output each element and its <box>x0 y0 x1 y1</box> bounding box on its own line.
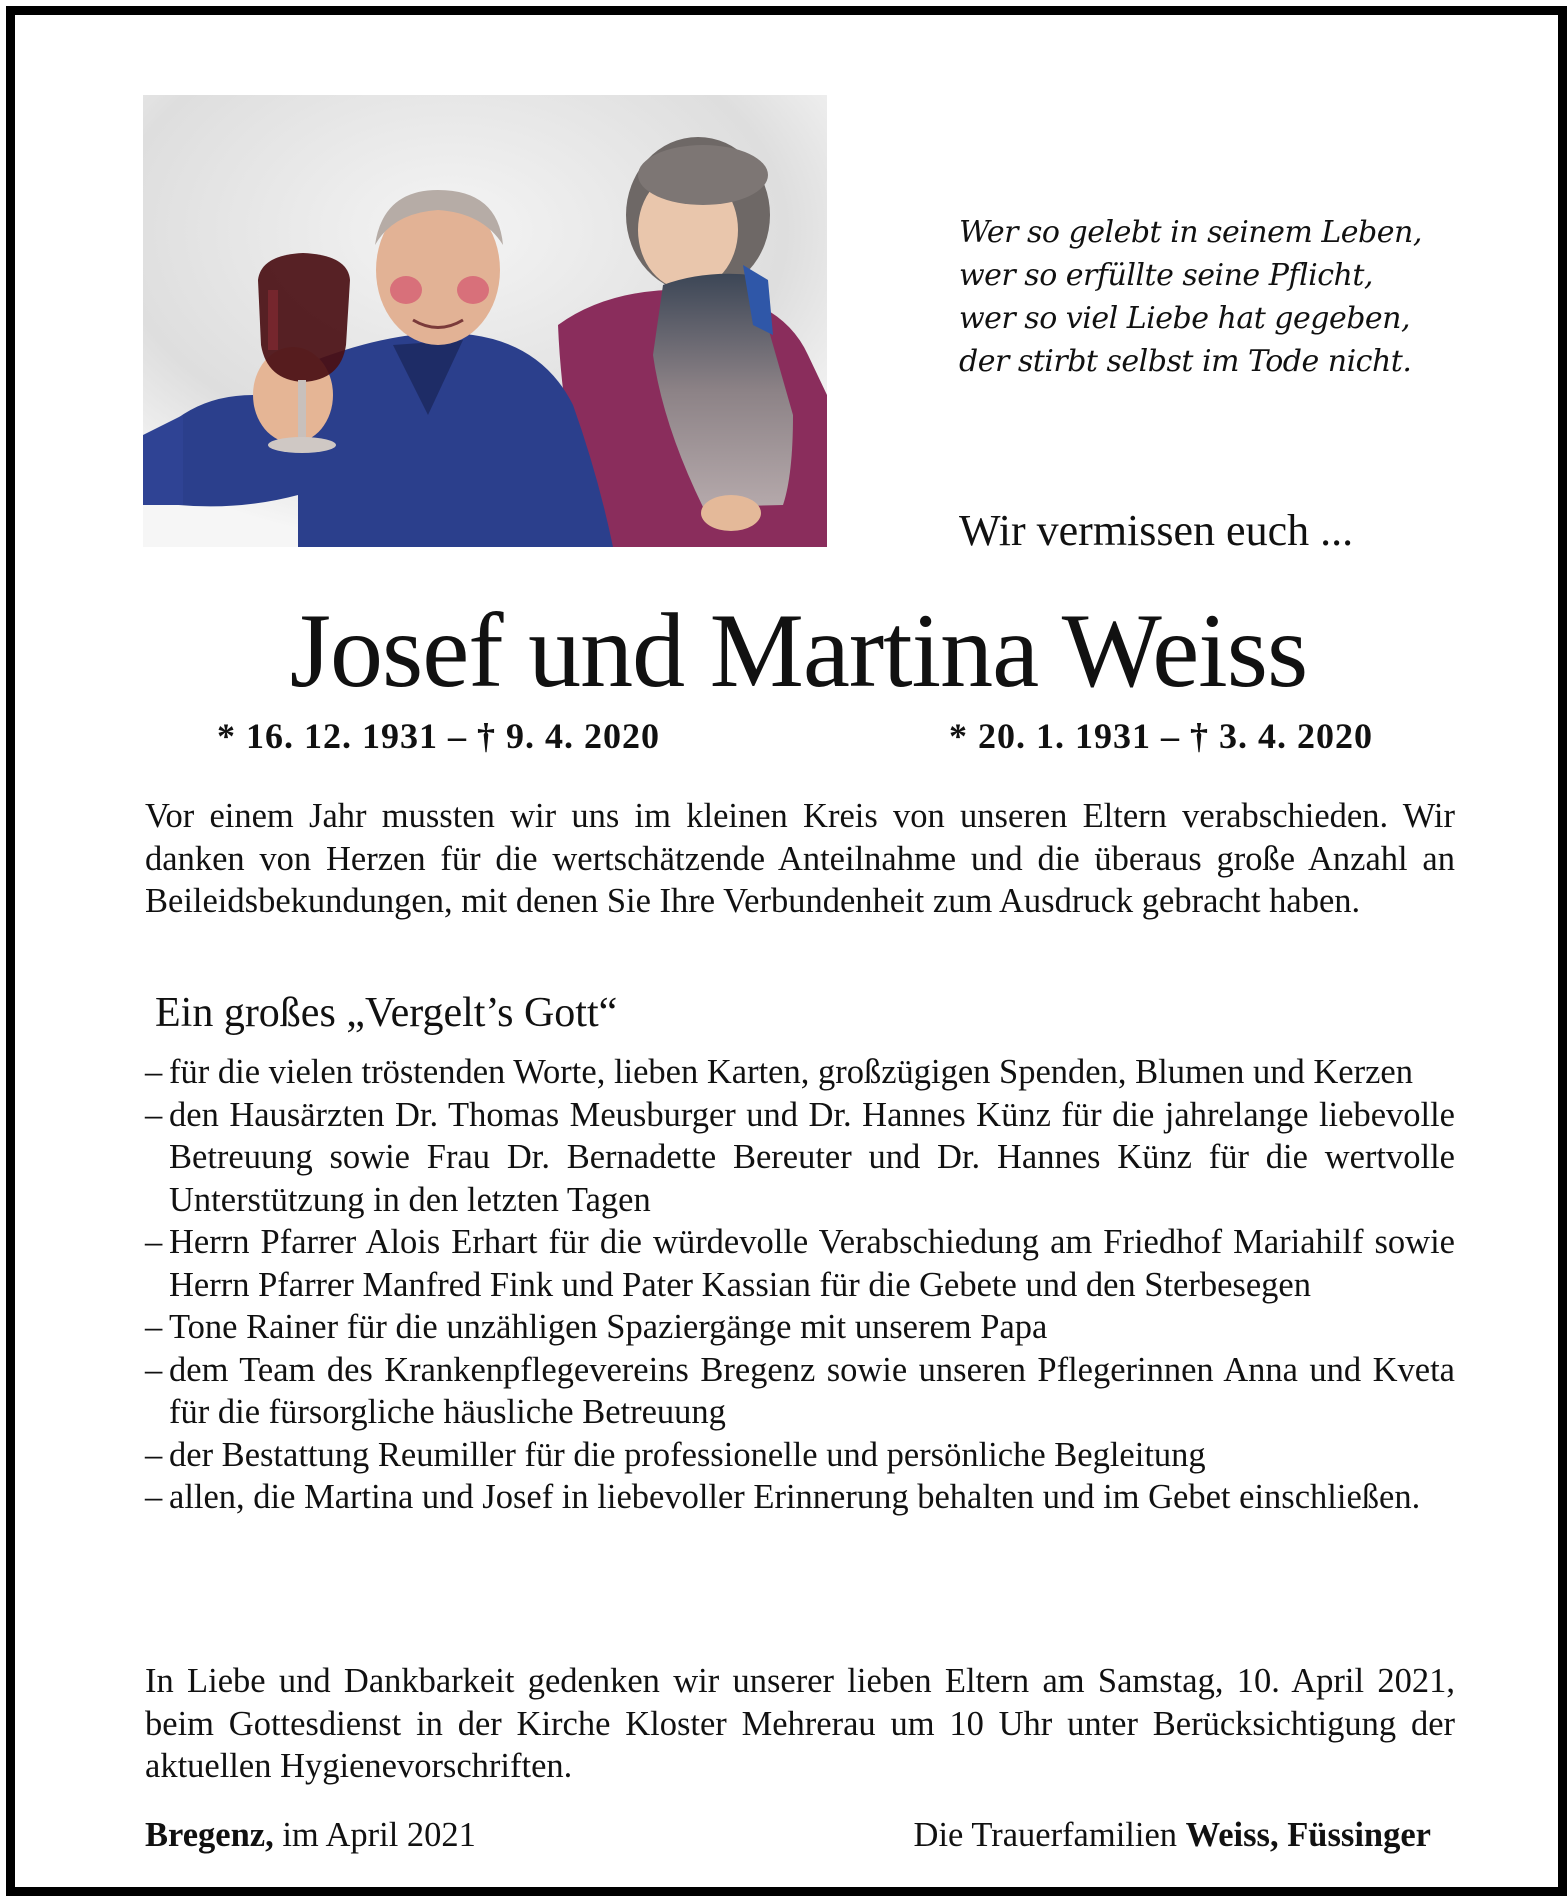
list-item-text: der Bestattung Reumiller für die professionelle und persönliche Begleitung <box>169 1435 1206 1474</box>
deceased-names: Josef und Martina Weiss <box>289 592 1308 709</box>
list-dash: – <box>145 1053 163 1091</box>
family-names: Weiss, Füssinger <box>1185 1816 1431 1854</box>
place-date-signature <box>145 1814 476 1857</box>
signature-date: im April 2021 <box>273 1816 476 1854</box>
list-dash: – <box>145 1435 163 1474</box>
list-item <box>145 1476 1455 1519</box>
list-dash: – <box>145 1350 163 1389</box>
couple-photo <box>143 95 827 547</box>
intro-paragraph: Vor einem Jahr mussten wir uns im kleinen Kreis von unseren Eltern verabschieden. Wir danken von Herzen für die wertschätzende Anteilnahme und die überaus große Anzahl an Beileidsbekundungen, mit denen Sie Ihre Verbundenheit zum Ausdruck gebracht haben. <box>145 797 1455 920</box>
martina-dates: * 20. 1. 1931 – † 3. 4. 2020 <box>949 716 1373 756</box>
thanks-list <box>145 1051 1455 1519</box>
place-name: Bregenz, <box>145 1816 274 1854</box>
list-item-text: Herrn Pfarrer Alois Erhart für die würdevolle Verabschiedung am Friedhof Mariahilf sowie Herrn Pfarrer Manfred Fink und Pater Kassian für die Gebete und den Sterbesegen <box>169 1223 1455 1304</box>
poem-line: wer so viel Liebe hat gegeben, <box>959 301 1411 336</box>
list-item-text: den Hausärzten Dr. Thomas Meusburger und Dr. Hannes Künz für die jahrelange liebevolle Betreuung sowie Frau Dr. Bernadette Bereuter und Dr. Hannes Künz für die wertvolle Unterstützung in den letzten Tagen <box>169 1095 1455 1219</box>
couple-photo-illustration <box>143 95 827 547</box>
list-item <box>145 1221 1455 1306</box>
poem-line: wer so erfüllte seine Pflicht, <box>959 258 1373 293</box>
list-item-text: für die vielen tröstenden Worte, lieben Karten, großzügigen Spenden, Blumen und Kerzen <box>169 1053 1413 1091</box>
poem-line: Wer so gelebt in seinem Leben, <box>959 215 1422 250</box>
list-item-text: dem Team des Krankenpflegevereins Bregenz sowie unseren Pflegerinnen Anna und Kveta für die fürsorgliche häusliche Betreuung <box>169 1350 1455 1431</box>
list-dash: – <box>145 1223 163 1261</box>
poem-line: der stirbt selbst im Tode nicht. <box>959 344 1412 379</box>
list-item <box>145 1349 1455 1434</box>
families-prefix: Die Trauerfamilien <box>913 1816 1186 1854</box>
list-item <box>145 1051 1455 1094</box>
list-dash: – <box>145 1308 163 1346</box>
list-dash: – <box>145 1095 163 1134</box>
closing-paragraph: In Liebe und Dankbarkeit gedenken wir unserer lieben Eltern am Samstag, 10. April 2021, beim Gottesdienst in der Kirche Kloster Mehrerau um 10 Uhr unter Berücksichtigung der aktuellen Hygienevorschriften. <box>145 1662 1455 1785</box>
list-dash: – <box>145 1478 163 1516</box>
miss-you-line: Wir vermissen euch ... <box>959 506 1354 555</box>
list-item <box>145 1434 1455 1477</box>
list-item-text: Tone Rainer für die unzähligen Spaziergänge mit unserem Papa <box>169 1308 1048 1346</box>
list-item-text: allen, die Martina und Josef in liebevoller Erinnerung behalten und im Gebet einschließen. <box>169 1478 1421 1516</box>
list-item <box>145 1094 1455 1222</box>
list-item <box>145 1306 1455 1349</box>
josef-dates: * 16. 12. 1931 – † 9. 4. 2020 <box>217 716 660 756</box>
thanks-heading: Ein großes „Vergelt’s Gott“ <box>155 990 618 1036</box>
families-signature <box>914 1814 1431 1857</box>
obituary-frame <box>6 6 1567 1896</box>
memorial-poem <box>959 211 1479 383</box>
